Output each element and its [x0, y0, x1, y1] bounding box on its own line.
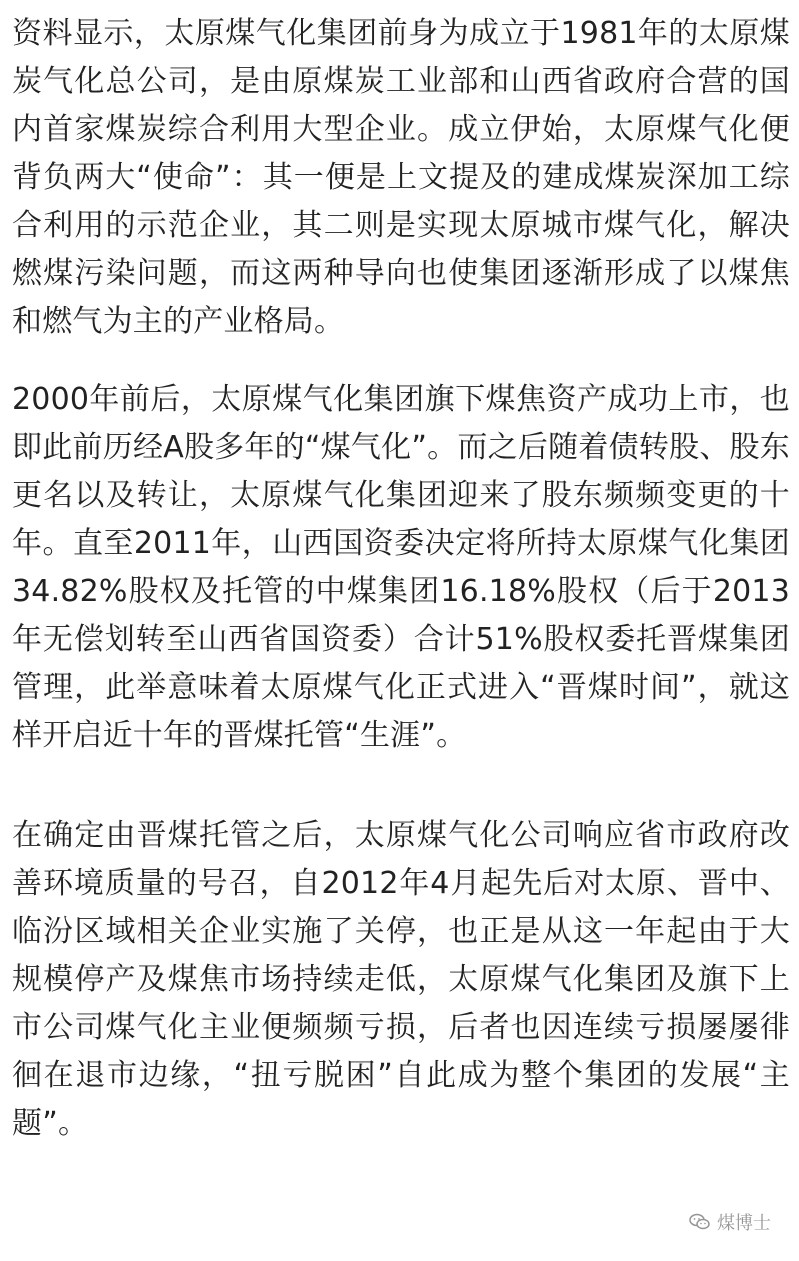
article-body: [12, 10, 790, 1148]
watermark-text: 煤博士: [717, 1213, 771, 1234]
paragraph-2: 2000年前后，太原煤气化集团旗下煤焦资产成功上市，也即此前历经A股多年的“煤气化”。而之后随着债转股、股东更名以及转让，太原煤气化集团迎来了股东频频变更的十年。直至2011年，山西国资委决定将所持太原煤气化集团34.82%股权及托管的中煤集团16.18%股权（后于2013年无偿划转至山西省国资委）合计51%股权委托晋煤集团管理，此举意味着太原煤气化正式进入“晋煤时间”，就这样开启近十年的晋煤托管“生涯”。: [12, 382, 790, 753]
wechat-icon: [689, 1213, 711, 1231]
paragraph-3: 在确定由晋煤托管之后，太原煤气化公司响应省市政府改善环境质量的号召，自2012年4月起先后对太原、晋中、临汾区域相关企业实施了关停，也正是从这一年起由于大规模停产及煤焦市场持续走低，太原煤气化集团及旗下上市公司煤气化主业便频频亏损，后者也因连续亏损屡屡徘徊在退市边缘，“扭亏脱困”自此成为整个集团的发展“主题”。: [12, 818, 790, 1141]
source-watermark: [689, 1209, 771, 1235]
paragraph-1: 资料显示，太原煤气化集团前身为成立于1981年的太原煤炭气化总公司，是由原煤炭工业部和山西省政府合营的国内首家煤炭综合利用大型企业。成立伊始，太原煤气化便背负两大“使命”：其一便是上文提及的建成煤炭深加工综合利用的示范企业，其二则是实现太原城市煤气化，解决燃煤污染问题，而这两种导向也使集团逐渐形成了以煤焦和燃气为主的产业格局。: [12, 16, 790, 339]
